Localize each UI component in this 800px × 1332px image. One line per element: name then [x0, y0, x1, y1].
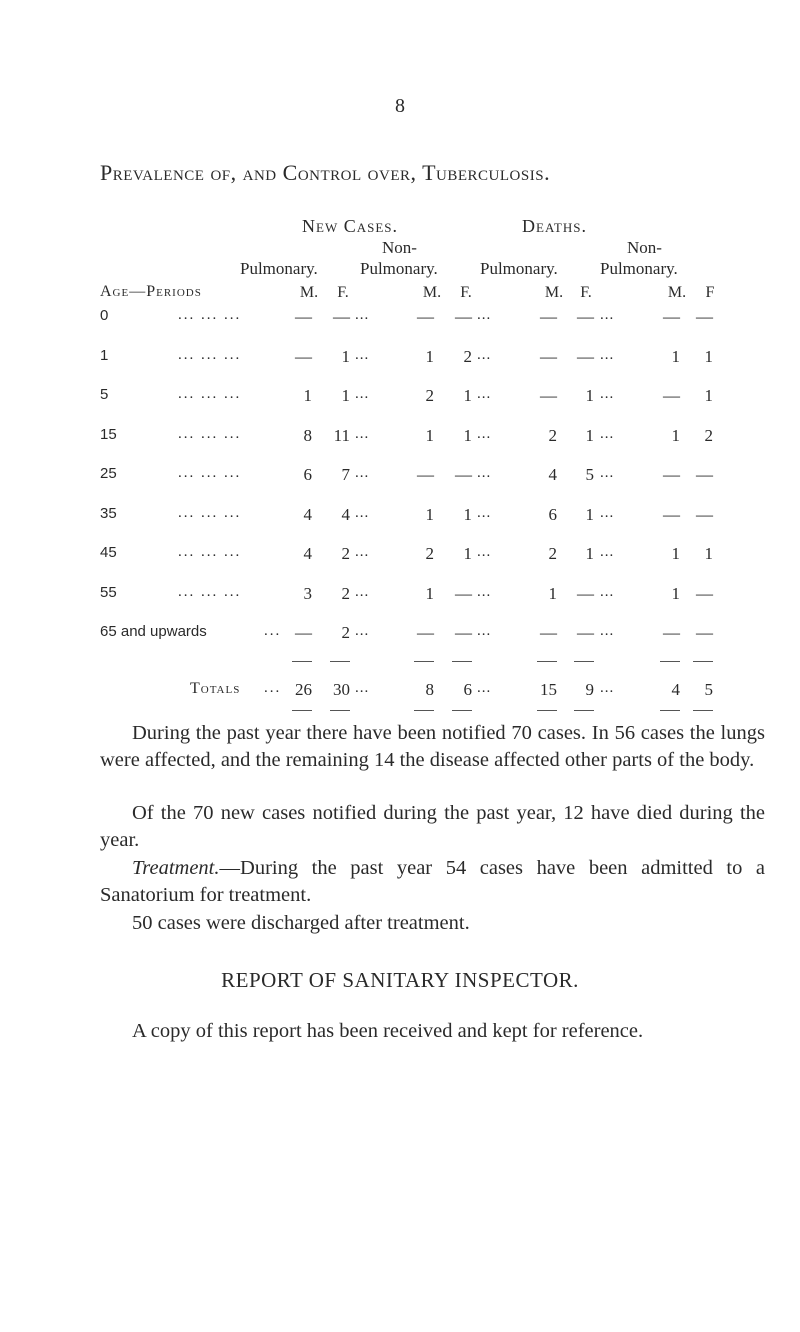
table-cell: —: [333, 307, 350, 326]
table-cell: 1: [463, 544, 472, 563]
column-separator-dots: ...: [477, 505, 492, 521]
title-word: of, and: [204, 160, 283, 185]
col-head-m: M.: [667, 284, 687, 301]
table-cell: —: [295, 347, 312, 366]
column-separator-dots: ...: [600, 465, 615, 481]
col-head-f: F.: [460, 284, 472, 301]
table-cell: 8: [303, 426, 312, 445]
rule-below-totals: [574, 710, 594, 711]
column-separator-dots: ...: [477, 623, 492, 639]
column-separator-dots: ...: [600, 347, 615, 363]
row-age-label: 55: [100, 584, 117, 601]
table-cell: —: [540, 307, 557, 326]
row-leader-dots: ... ... ...: [178, 347, 242, 363]
table-cell: 5: [585, 465, 594, 484]
table-cell: 2: [548, 544, 557, 563]
table-cell: 1: [585, 544, 594, 563]
table-cell: 6: [548, 505, 557, 524]
table-cell: —: [696, 505, 713, 524]
rule-above-totals: [574, 661, 594, 662]
rule-above-totals: [693, 661, 713, 662]
title-word: Prevalence: [100, 160, 205, 185]
column-separator-dots: ...: [355, 680, 370, 696]
table-cell: —: [417, 623, 434, 642]
totals-cell: 8: [425, 680, 434, 699]
header-age-periods: Age—Periods: [100, 283, 202, 300]
table-cell: —: [417, 307, 434, 326]
column-separator-dots: ...: [600, 426, 615, 442]
column-separator-dots: ...: [600, 386, 615, 402]
title-word: Control: [282, 160, 362, 185]
column-separator-dots: ...: [477, 680, 492, 696]
totals-cell: 30: [333, 680, 350, 699]
rule-below-totals: [330, 710, 350, 711]
table-cell: 1: [585, 386, 594, 405]
table-cell: —: [663, 386, 680, 405]
rule-above-totals: [660, 661, 680, 662]
table-cell: 1: [671, 584, 680, 603]
table-cell: 1: [548, 584, 557, 603]
column-separator-dots: ...: [355, 623, 370, 639]
row-age-label: 35: [100, 505, 117, 522]
rule-below-totals: [660, 710, 680, 711]
table-cell: 1: [425, 347, 434, 366]
table-cell: —: [540, 623, 557, 642]
table-cell: 1: [704, 386, 713, 405]
table-cell: 1: [585, 505, 594, 524]
table-cell: —: [696, 584, 713, 603]
header-pulmonary-3: Pulmonary.: [480, 259, 558, 278]
row-leader-dots: ... ... ...: [178, 544, 242, 560]
treatment-heading: Treatment.: [132, 857, 220, 879]
table-cell: —: [696, 623, 713, 642]
table-cell: —: [417, 465, 434, 484]
rule-above-totals: [537, 661, 557, 662]
table-cell: 1: [341, 347, 350, 366]
table-cell: —: [577, 347, 594, 366]
column-separator-dots: ...: [355, 307, 370, 323]
table-cell: 1: [341, 386, 350, 405]
col-head-m: M.: [422, 284, 442, 301]
page-number: 8: [395, 95, 405, 117]
table-cell: 1: [704, 544, 713, 563]
table-cell: —: [455, 307, 472, 326]
row-age-label: 25: [100, 465, 117, 482]
row-age-label: 45: [100, 544, 117, 561]
table-cell: —: [663, 307, 680, 326]
row-leader-dots: ...: [264, 623, 282, 639]
table-cell: —: [663, 465, 680, 484]
rule-above-totals: [452, 661, 472, 662]
sanitary-inspector-body: A copy of this report has been received and kept for reference.: [132, 1020, 644, 1042]
table-cell: 1: [463, 426, 472, 445]
column-separator-dots: ...: [477, 386, 492, 402]
column-separator-dots: ...: [600, 623, 615, 639]
header-pulmonary-2: Pulmonary.: [360, 259, 438, 278]
table-cell: —: [540, 347, 557, 366]
row-leader-dots: ... ... ...: [178, 584, 242, 600]
column-separator-dots: ...: [355, 584, 370, 600]
page-title: [100, 160, 750, 186]
paragraph-discharged: 50 cases were discharged after treatment.: [132, 912, 470, 934]
totals-cell: 6: [463, 680, 472, 699]
table-cell: 1: [671, 544, 680, 563]
table-cell: 1: [585, 426, 594, 445]
col-head-m: M.: [544, 284, 564, 301]
header-non-deaths: Non-: [627, 238, 662, 257]
treatment-text: —During the past year 54 cases have been admitted to a Sanatorium for treatment.: [100, 857, 765, 906]
paragraph-treatment: [100, 855, 765, 909]
paragraph-notified: During the past year there have been notified 70 cases. In 56 cases the lungs were affected, and the remaining 14 the disease affected other parts of the body.: [100, 722, 765, 771]
table-cell: —: [455, 465, 472, 484]
column-separator-dots: ...: [600, 584, 615, 600]
col-head-f: F: [705, 284, 715, 301]
sanitary-inspector-heading: REPORT OF SANITARY INSPECTOR.: [221, 968, 579, 992]
table-cell: 1: [425, 584, 434, 603]
table-cell: —: [295, 307, 312, 326]
rule-above-totals: [330, 661, 350, 662]
rule-below-totals: [414, 710, 434, 711]
row-age-label: 65 and upwards: [100, 623, 207, 640]
table-cell: 6: [303, 465, 312, 484]
row-leader-dots: ... ... ...: [178, 465, 242, 481]
table-cell: 1: [704, 347, 713, 366]
column-separator-dots: ...: [600, 307, 615, 323]
paragraph-died: Of the 70 new cases notified during the past year, 12 have died during the year.: [100, 802, 765, 851]
table-cell: —: [663, 505, 680, 524]
table-cell: 1: [303, 386, 312, 405]
table-cell: 1: [425, 426, 434, 445]
table-cell: —: [455, 584, 472, 603]
table-cell: 2: [704, 426, 713, 445]
column-separator-dots: ...: [355, 347, 370, 363]
table-cell: 1: [463, 386, 472, 405]
table-cell: 2: [463, 347, 472, 366]
table-cell: 2: [425, 386, 434, 405]
table-cell: 4: [303, 505, 312, 524]
row-leader-dots: ... ... ...: [178, 426, 242, 442]
row-leader-dots: ... ... ...: [178, 386, 242, 402]
table-cell: —: [696, 307, 713, 326]
column-separator-dots: ...: [355, 505, 370, 521]
totals-cell: 4: [671, 680, 680, 699]
rule-below-totals: [292, 710, 312, 711]
header-non-new: Non-: [382, 238, 417, 257]
table-cell: 1: [671, 426, 680, 445]
table-cell: 7: [341, 465, 350, 484]
row-age-label: 0: [100, 307, 109, 324]
table-cell: —: [696, 465, 713, 484]
row-age-label: 15: [100, 426, 117, 443]
table-cell: 2: [341, 544, 350, 563]
table-cell: 4: [303, 544, 312, 563]
header-deaths: Deaths.: [522, 216, 587, 236]
column-separator-dots: ...: [477, 307, 492, 323]
table-cell: 1: [425, 505, 434, 524]
column-separator-dots: ...: [355, 426, 370, 442]
row-leader-dots: ... ... ...: [178, 307, 242, 323]
table-cell: —: [577, 307, 594, 326]
column-separator-dots: ...: [600, 505, 615, 521]
table-cell: 4: [548, 465, 557, 484]
totals-cell: 26: [295, 680, 312, 699]
table-cell: 2: [548, 426, 557, 445]
column-separator-dots: ...: [600, 680, 615, 696]
rule-below-totals: [537, 710, 557, 711]
header-pulmonary-4: Pulmonary.: [600, 259, 678, 278]
column-separator-dots: ...: [477, 544, 492, 560]
table-cell: 1: [671, 347, 680, 366]
table-cell: —: [455, 623, 472, 642]
table-cell: 2: [425, 544, 434, 563]
table-cell: —: [577, 623, 594, 642]
column-separator-dots: ...: [477, 584, 492, 600]
col-head-f: F.: [337, 284, 349, 301]
header-pulmonary-1: Pulmonary.: [240, 259, 318, 278]
header-new-cases: New Cases.: [302, 216, 399, 236]
column-separator-dots: ...: [477, 426, 492, 442]
row-age-label: 5: [100, 386, 109, 403]
table-cell: —: [663, 623, 680, 642]
table-cell: 2: [341, 623, 350, 642]
rule-below-totals: [452, 710, 472, 711]
title-word: over,: [361, 160, 423, 185]
totals-cell: 5: [704, 680, 713, 699]
title-word: Tuberculosis.: [422, 160, 551, 185]
column-separator-dots: ...: [355, 544, 370, 560]
rule-above-totals: [414, 661, 434, 662]
rule-below-totals: [693, 710, 713, 711]
table-cell: 2: [341, 584, 350, 603]
column-separator-dots: ...: [600, 544, 615, 560]
table-cell: 11: [333, 426, 350, 445]
totals-cell: 15: [540, 680, 557, 699]
column-separator-dots: ...: [355, 386, 370, 402]
table-cell: 1: [463, 505, 472, 524]
table-cell: 3: [303, 584, 312, 603]
table-cell: 4: [341, 505, 350, 524]
rule-above-totals: [292, 661, 312, 662]
table-cell: —: [577, 584, 594, 603]
totals-leader: ...: [264, 680, 282, 696]
totals-label: Totals: [190, 680, 241, 697]
table-cell: —: [295, 623, 312, 642]
row-age-label: 1: [100, 347, 109, 364]
column-separator-dots: ...: [477, 347, 492, 363]
col-head-f: F.: [580, 284, 592, 301]
column-separator-dots: ...: [355, 465, 370, 481]
col-head-m: M.: [299, 284, 319, 301]
totals-cell: 9: [585, 680, 594, 699]
row-leader-dots: ... ... ...: [178, 505, 242, 521]
table-cell: —: [540, 386, 557, 405]
column-separator-dots: ...: [477, 465, 492, 481]
